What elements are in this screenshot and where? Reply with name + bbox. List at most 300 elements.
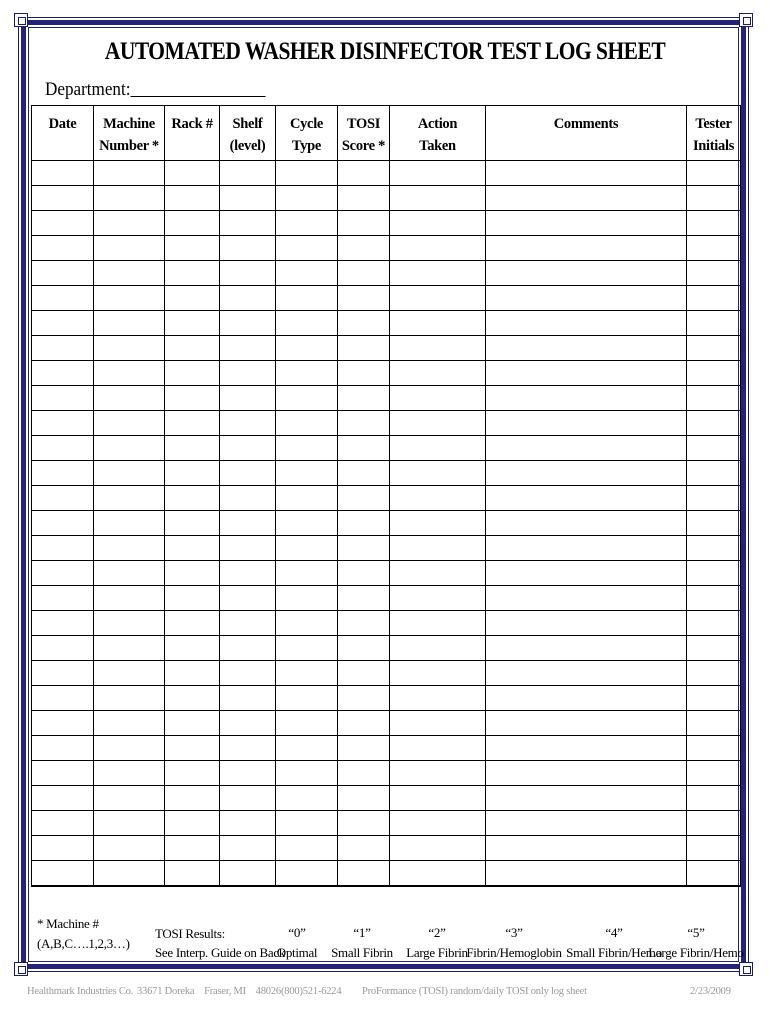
- table-cell[interactable]: [276, 186, 338, 211]
- table-cell[interactable]: [220, 586, 276, 611]
- table-cell[interactable]: [220, 361, 276, 386]
- machine-note-line1: * Machine #: [37, 916, 99, 931]
- table-cell[interactable]: [32, 836, 94, 861]
- table-cell[interactable]: [220, 211, 276, 236]
- table-cell[interactable]: [338, 411, 390, 436]
- table-cell[interactable]: [165, 436, 220, 461]
- table-cell[interactable]: [687, 786, 741, 811]
- table-cell[interactable]: [338, 511, 390, 536]
- table-cell[interactable]: [390, 511, 486, 536]
- table-cell[interactable]: [220, 436, 276, 461]
- table-cell[interactable]: [94, 236, 165, 261]
- table-cell[interactable]: [390, 161, 486, 186]
- table-cell[interactable]: [486, 536, 687, 561]
- table-cell[interactable]: [32, 486, 94, 511]
- table-cell[interactable]: [220, 486, 276, 511]
- table-cell[interactable]: [94, 661, 165, 686]
- table-cell[interactable]: [338, 161, 390, 186]
- table-cell[interactable]: [94, 861, 165, 886]
- table-cell[interactable]: [165, 286, 220, 311]
- table-cell[interactable]: [390, 386, 486, 411]
- table-cell[interactable]: [276, 711, 338, 736]
- table-cell[interactable]: [486, 636, 687, 661]
- score-value-3: “3”: [505, 925, 523, 940]
- table-row: [32, 836, 741, 861]
- table-cell[interactable]: [486, 186, 687, 211]
- col-header-action-taken: Action Taken: [390, 106, 486, 161]
- table-cell[interactable]: [486, 586, 687, 611]
- table-cell[interactable]: [687, 811, 741, 836]
- table-cell[interactable]: [94, 611, 165, 636]
- corner-ornament-bottom-left: [14, 962, 28, 976]
- table-cell[interactable]: [165, 711, 220, 736]
- table-cell[interactable]: [276, 361, 338, 386]
- table-cell[interactable]: [338, 686, 390, 711]
- table-cell[interactable]: [486, 161, 687, 186]
- table-cell[interactable]: [32, 311, 94, 336]
- table-cell[interactable]: [486, 486, 687, 511]
- table-cell[interactable]: [390, 586, 486, 611]
- table-cell[interactable]: [687, 636, 741, 661]
- table-cell[interactable]: [390, 186, 486, 211]
- table-cell[interactable]: [486, 861, 687, 886]
- table-cell[interactable]: [32, 736, 94, 761]
- table-cell[interactable]: [390, 361, 486, 386]
- table-cell[interactable]: [390, 861, 486, 886]
- table-cell[interactable]: [390, 436, 486, 461]
- table-cell[interactable]: [276, 336, 338, 361]
- table-cell[interactable]: [165, 736, 220, 761]
- table-cell[interactable]: [687, 411, 741, 436]
- table-cell[interactable]: [94, 836, 165, 861]
- table-cell[interactable]: [220, 161, 276, 186]
- table-cell[interactable]: [276, 661, 338, 686]
- table-cell[interactable]: [276, 561, 338, 586]
- table-cell[interactable]: [486, 736, 687, 761]
- table-cell[interactable]: [338, 436, 390, 461]
- table-cell[interactable]: [276, 261, 338, 286]
- table-cell[interactable]: [165, 686, 220, 711]
- machine-note-line2: (A,B,C….1,2,3…): [37, 936, 130, 951]
- table-cell[interactable]: [687, 661, 741, 686]
- table-cell[interactable]: [165, 486, 220, 511]
- table-cell[interactable]: [486, 336, 687, 361]
- table-cell[interactable]: [165, 211, 220, 236]
- table-cell[interactable]: [165, 236, 220, 261]
- table-cell[interactable]: [220, 686, 276, 711]
- table-cell[interactable]: [687, 611, 741, 636]
- table-cell[interactable]: [220, 511, 276, 536]
- table-cell[interactable]: [338, 486, 390, 511]
- table-cell[interactable]: [687, 861, 741, 886]
- table-cell[interactable]: [338, 236, 390, 261]
- score-value-4: “4”: [605, 925, 623, 940]
- table-cell[interactable]: [165, 411, 220, 436]
- table-cell[interactable]: [276, 536, 338, 561]
- table-cell[interactable]: [276, 211, 338, 236]
- table-row: [32, 511, 741, 536]
- table-cell[interactable]: [687, 711, 741, 736]
- table-cell[interactable]: [276, 161, 338, 186]
- table-cell[interactable]: [165, 861, 220, 886]
- table-cell[interactable]: [338, 311, 390, 336]
- table-cell[interactable]: [390, 711, 486, 736]
- table-cell[interactable]: [276, 286, 338, 311]
- table-cell[interactable]: [32, 586, 94, 611]
- table-row: [32, 811, 741, 836]
- table-cell[interactable]: [687, 261, 741, 286]
- table-cell[interactable]: [390, 311, 486, 336]
- table-cell[interactable]: [220, 261, 276, 286]
- table-cell[interactable]: [276, 786, 338, 811]
- table-cell[interactable]: [338, 636, 390, 661]
- table-cell[interactable]: [276, 761, 338, 786]
- table-cell[interactable]: [390, 411, 486, 436]
- table-cell[interactable]: [390, 236, 486, 261]
- table-cell[interactable]: [32, 161, 94, 186]
- table-cell[interactable]: [338, 536, 390, 561]
- table-row: [32, 761, 741, 786]
- table-cell[interactable]: [687, 361, 741, 386]
- department-field: [45, 78, 265, 101]
- table-cell[interactable]: [220, 661, 276, 686]
- table-cell[interactable]: [687, 836, 741, 861]
- table-cell[interactable]: [32, 861, 94, 886]
- table-cell[interactable]: [338, 261, 390, 286]
- table-cell[interactable]: [220, 286, 276, 311]
- table-cell[interactable]: [94, 586, 165, 611]
- table-row: [32, 336, 741, 361]
- table-cell[interactable]: [165, 386, 220, 411]
- table-cell[interactable]: [32, 536, 94, 561]
- score-value-0: “0”: [288, 925, 306, 940]
- table-cell[interactable]: [165, 561, 220, 586]
- table-cell[interactable]: [94, 311, 165, 336]
- table-cell[interactable]: [486, 761, 687, 786]
- table-cell[interactable]: [390, 286, 486, 311]
- table-cell[interactable]: [94, 411, 165, 436]
- table-cell[interactable]: [276, 411, 338, 436]
- table-cell[interactable]: [220, 411, 276, 436]
- table-cell[interactable]: [276, 511, 338, 536]
- table-cell[interactable]: [276, 836, 338, 861]
- table-cell[interactable]: [276, 486, 338, 511]
- table-cell[interactable]: [687, 311, 741, 336]
- table-cell[interactable]: [165, 636, 220, 661]
- table-cell[interactable]: [276, 461, 338, 486]
- table-cell[interactable]: [687, 511, 741, 536]
- table-cell[interactable]: [165, 336, 220, 361]
- score-meaning-3: Fibrin/Hemoglobin: [466, 945, 562, 960]
- table-cell[interactable]: [220, 186, 276, 211]
- table-cell[interactable]: [486, 261, 687, 286]
- table-cell[interactable]: [165, 511, 220, 536]
- table-cell[interactable]: [94, 511, 165, 536]
- footer-company: Healthmark Industries Co.: [27, 986, 134, 997]
- table-cell[interactable]: [32, 611, 94, 636]
- table-cell[interactable]: [220, 836, 276, 861]
- table-cell[interactable]: [390, 736, 486, 761]
- table-cell[interactable]: [687, 286, 741, 311]
- table-cell[interactable]: [687, 211, 741, 236]
- table-cell[interactable]: [390, 211, 486, 236]
- score-meaning-4: Small Fibrin/Hemo: [566, 945, 662, 960]
- table-cell[interactable]: [165, 836, 220, 861]
- table-cell[interactable]: [32, 711, 94, 736]
- table-cell[interactable]: [486, 411, 687, 436]
- table-row: [32, 386, 741, 411]
- table-cell[interactable]: [32, 786, 94, 811]
- score-meaning-1: Small Fibrin: [331, 945, 393, 960]
- table-cell[interactable]: [687, 586, 741, 611]
- table-cell[interactable]: [94, 211, 165, 236]
- table-cell[interactable]: [390, 811, 486, 836]
- table-cell[interactable]: [276, 436, 338, 461]
- table-cell[interactable]: [338, 336, 390, 361]
- table-cell[interactable]: [338, 186, 390, 211]
- table-cell[interactable]: [94, 186, 165, 211]
- score-meaning-2: Large Fibrin: [406, 945, 468, 960]
- table-cell[interactable]: [338, 736, 390, 761]
- table-cell[interactable]: [687, 161, 741, 186]
- table-cell[interactable]: [165, 811, 220, 836]
- table-cell[interactable]: [338, 211, 390, 236]
- table-row: [32, 236, 741, 261]
- header-row: [32, 106, 741, 161]
- table-cell[interactable]: [390, 336, 486, 361]
- footer-date: 2/23/2009: [690, 986, 731, 997]
- table-cell[interactable]: [165, 311, 220, 336]
- table-cell[interactable]: [220, 461, 276, 486]
- table-cell[interactable]: [32, 211, 94, 236]
- table-cell[interactable]: [687, 536, 741, 561]
- table-cell[interactable]: [32, 286, 94, 311]
- table-cell[interactable]: [94, 636, 165, 661]
- table-cell[interactable]: [390, 636, 486, 661]
- table-cell[interactable]: [486, 436, 687, 461]
- table-cell[interactable]: [687, 561, 741, 586]
- table-cell[interactable]: [338, 661, 390, 686]
- table-cell[interactable]: [687, 736, 741, 761]
- table-cell[interactable]: [94, 436, 165, 461]
- table-cell[interactable]: [687, 436, 741, 461]
- table-cell[interactable]: [687, 761, 741, 786]
- table-cell[interactable]: [338, 461, 390, 486]
- table-cell[interactable]: [94, 736, 165, 761]
- table-cell[interactable]: [165, 661, 220, 686]
- table-cell[interactable]: [486, 711, 687, 736]
- table-cell[interactable]: [32, 561, 94, 586]
- table-cell[interactable]: [220, 561, 276, 586]
- table-cell[interactable]: [32, 386, 94, 411]
- table-cell[interactable]: [165, 586, 220, 611]
- table-cell[interactable]: [486, 211, 687, 236]
- log-table: [31, 105, 741, 887]
- table-cell[interactable]: [390, 261, 486, 286]
- table-cell[interactable]: [338, 286, 390, 311]
- table-row: [32, 636, 741, 661]
- table-cell[interactable]: [220, 811, 276, 836]
- table-cell[interactable]: [220, 236, 276, 261]
- table-row: [32, 161, 741, 186]
- table-cell[interactable]: [220, 636, 276, 661]
- table-cell[interactable]: [486, 361, 687, 386]
- table-cell[interactable]: [486, 286, 687, 311]
- table-cell[interactable]: [486, 561, 687, 586]
- table-row: [32, 711, 741, 736]
- table-cell[interactable]: [390, 661, 486, 686]
- table-cell[interactable]: [32, 261, 94, 286]
- table-cell[interactable]: [220, 536, 276, 561]
- table-cell[interactable]: [276, 736, 338, 761]
- table-cell[interactable]: [486, 786, 687, 811]
- table-cell[interactable]: [94, 761, 165, 786]
- table-cell[interactable]: [390, 486, 486, 511]
- table-cell[interactable]: [165, 361, 220, 386]
- table-cell[interactable]: [338, 861, 390, 886]
- table-cell[interactable]: [338, 836, 390, 861]
- table-cell[interactable]: [220, 736, 276, 761]
- table-cell[interactable]: [486, 386, 687, 411]
- table-cell[interactable]: [338, 361, 390, 386]
- table-cell[interactable]: [32, 661, 94, 686]
- table-cell[interactable]: [94, 686, 165, 711]
- table-cell[interactable]: [32, 336, 94, 361]
- table-cell[interactable]: [338, 761, 390, 786]
- table-cell[interactable]: [486, 311, 687, 336]
- table-cell[interactable]: [220, 786, 276, 811]
- table-cell[interactable]: [486, 811, 687, 836]
- table-cell[interactable]: [486, 836, 687, 861]
- table-cell[interactable]: [32, 236, 94, 261]
- table-cell[interactable]: [687, 686, 741, 711]
- table-cell[interactable]: [338, 811, 390, 836]
- table-cell[interactable]: [276, 311, 338, 336]
- table-cell[interactable]: [687, 461, 741, 486]
- table-cell[interactable]: [94, 286, 165, 311]
- table-cell[interactable]: [687, 486, 741, 511]
- table-cell[interactable]: [32, 686, 94, 711]
- table-cell[interactable]: [94, 261, 165, 286]
- table-cell[interactable]: [32, 186, 94, 211]
- col-header-comments: Comments: [486, 106, 687, 161]
- table-cell[interactable]: [94, 786, 165, 811]
- table-cell[interactable]: [390, 836, 486, 861]
- table-cell[interactable]: [687, 236, 741, 261]
- table-cell[interactable]: [486, 686, 687, 711]
- table-cell[interactable]: [165, 761, 220, 786]
- table-cell[interactable]: [338, 611, 390, 636]
- table-cell[interactable]: [338, 786, 390, 811]
- table-cell[interactable]: [486, 461, 687, 486]
- footer-phone: (800)521-6224: [281, 986, 342, 997]
- table-cell[interactable]: [220, 861, 276, 886]
- score-value-1: “1”: [353, 925, 371, 940]
- table-cell[interactable]: [94, 486, 165, 511]
- table-cell[interactable]: [276, 386, 338, 411]
- table-cell[interactable]: [338, 711, 390, 736]
- table-cell[interactable]: [276, 861, 338, 886]
- table-cell[interactable]: [276, 686, 338, 711]
- table-cell[interactable]: [165, 536, 220, 561]
- table-cell[interactable]: [390, 786, 486, 811]
- table-cell[interactable]: [390, 686, 486, 711]
- table-cell[interactable]: [165, 161, 220, 186]
- table-cell[interactable]: [390, 761, 486, 786]
- table-cell[interactable]: [338, 586, 390, 611]
- table-cell[interactable]: [165, 186, 220, 211]
- table-row: [32, 311, 741, 336]
- table-cell[interactable]: [220, 386, 276, 411]
- table-cell[interactable]: [94, 386, 165, 411]
- table-cell[interactable]: [220, 711, 276, 736]
- table-cell[interactable]: [32, 436, 94, 461]
- table-cell[interactable]: [687, 186, 741, 211]
- table-cell[interactable]: [165, 611, 220, 636]
- table-cell[interactable]: [220, 611, 276, 636]
- table-cell[interactable]: [94, 561, 165, 586]
- table-row: [32, 661, 741, 686]
- table-cell[interactable]: [220, 761, 276, 786]
- table-cell[interactable]: [486, 511, 687, 536]
- table-cell[interactable]: [486, 236, 687, 261]
- table-cell[interactable]: [276, 236, 338, 261]
- corner-ornament-top-right: [739, 13, 753, 27]
- table-cell[interactable]: [94, 711, 165, 736]
- table-cell[interactable]: [165, 461, 220, 486]
- table-cell[interactable]: [276, 811, 338, 836]
- table-cell[interactable]: [165, 786, 220, 811]
- table-cell[interactable]: [276, 636, 338, 661]
- table-row: [32, 611, 741, 636]
- table-cell[interactable]: [94, 336, 165, 361]
- table-cell[interactable]: [276, 611, 338, 636]
- table-cell[interactable]: [94, 811, 165, 836]
- table-cell[interactable]: [220, 311, 276, 336]
- table-cell[interactable]: [32, 361, 94, 386]
- table-cell[interactable]: [486, 661, 687, 686]
- table-cell[interactable]: [32, 411, 94, 436]
- table-cell[interactable]: [32, 461, 94, 486]
- table-cell[interactable]: [390, 536, 486, 561]
- table-cell[interactable]: [94, 461, 165, 486]
- table-cell[interactable]: [32, 636, 94, 661]
- table-cell[interactable]: [390, 461, 486, 486]
- table-cell[interactable]: [94, 361, 165, 386]
- table-cell[interactable]: [32, 511, 94, 536]
- table-cell[interactable]: [687, 386, 741, 411]
- table-cell[interactable]: [94, 161, 165, 186]
- table-cell[interactable]: [338, 386, 390, 411]
- table-cell[interactable]: [32, 811, 94, 836]
- table-cell[interactable]: [94, 536, 165, 561]
- table-cell[interactable]: [486, 611, 687, 636]
- table-cell[interactable]: [390, 561, 486, 586]
- table-cell[interactable]: [220, 336, 276, 361]
- table-cell[interactable]: [276, 586, 338, 611]
- col-header-rack: Rack #: [165, 106, 220, 161]
- table-cell[interactable]: [32, 761, 94, 786]
- col-header-cycle-type: Cycle Type: [276, 106, 338, 161]
- department-label: Department:: [45, 79, 131, 100]
- table-cell[interactable]: [338, 561, 390, 586]
- table-cell[interactable]: [390, 611, 486, 636]
- table-cell[interactable]: [687, 336, 741, 361]
- table-cell[interactable]: [165, 261, 220, 286]
- log-table-body: [32, 161, 741, 886]
- table-row: [32, 411, 741, 436]
- department-blank-line[interactable]: [130, 78, 265, 97]
